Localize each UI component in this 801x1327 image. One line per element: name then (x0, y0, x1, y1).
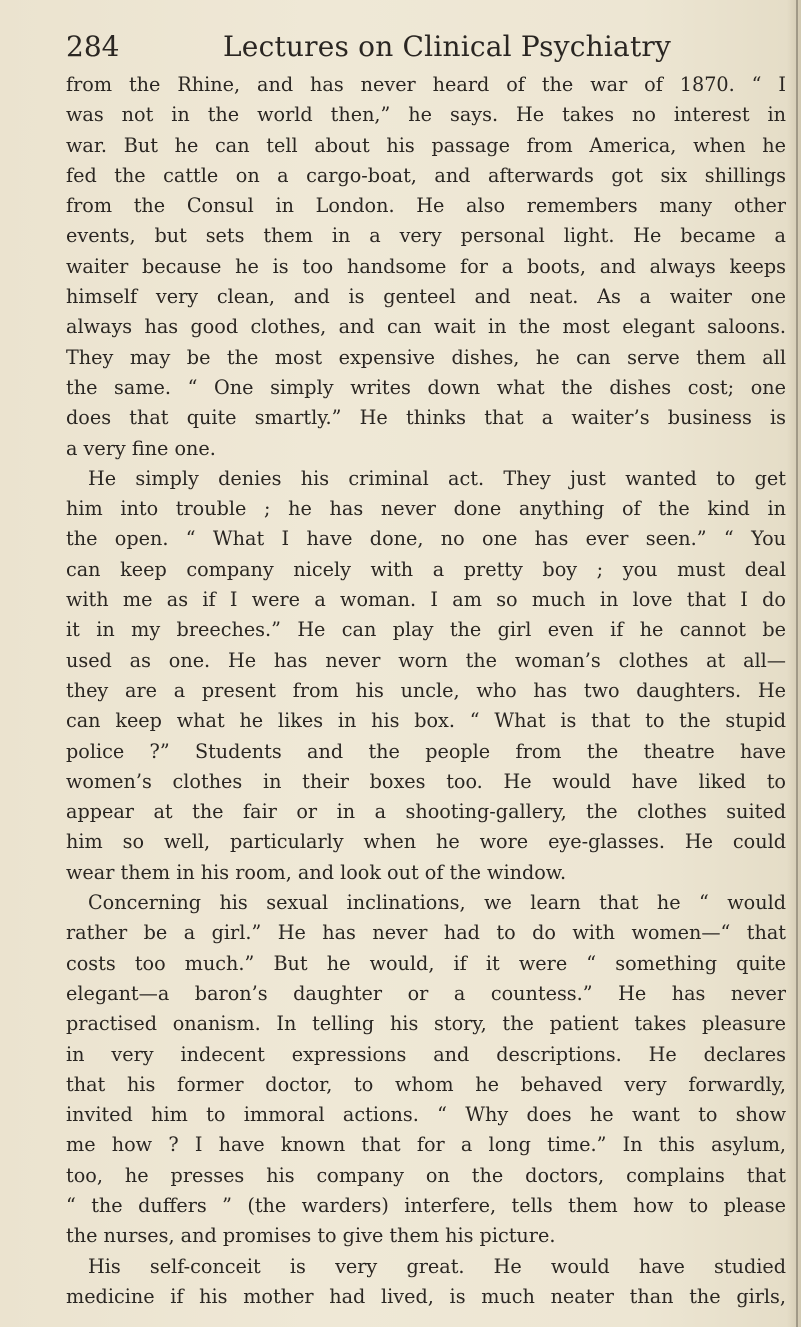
text-line: a very fine one. (66, 436, 216, 460)
running-head (66, 26, 746, 72)
text-line: invited him to immoral actions. “ Why does he want to show (66, 1103, 786, 1127)
page-edge-shadow (787, 0, 801, 1327)
text-line: him so well, particularly when he wore eye-glasses. He could (66, 830, 786, 854)
text-line: in very indecent expressions and descriptions. He declares (66, 1042, 786, 1066)
text-line: from the Consul in London. He also remembers many other (66, 194, 786, 218)
text-line: fed the cattle on a cargo-boat, and afterwards got six shillings (66, 163, 786, 187)
text-line: He simply denies his criminal act. They just wanted to get (88, 466, 786, 490)
text-line: practised onanism. In telling his story, the patient takes pleasure (66, 1012, 786, 1036)
text-line: used as one. He has never worn the woman’s clothes at all— (66, 648, 786, 672)
page-number: 284 (66, 30, 120, 63)
running-title: Lectures on Clinical Psychiatry (223, 30, 671, 63)
text-line: the open. “ What I have done, no one has ever seen.” “ You (66, 527, 786, 551)
text-line: Concerning his sexual inclinations, we learn that he “ would (88, 891, 786, 915)
text-line: with me as if I were a woman. I am so much in love that I do (66, 588, 786, 612)
text-line: does that quite smartly.” He thinks that a waiter’s business is (66, 406, 786, 430)
text-line: police ?” Students and the people from the theatre have (66, 739, 786, 763)
text-line: can keep company nicely with a pretty boy ; you must deal (66, 557, 786, 581)
text-line: the nurses, and promises to give them his picture. (66, 1224, 556, 1248)
text-line: events, but sets them in a very personal light. He became a (66, 224, 786, 248)
text-line: appear at the fair or in a shooting-gallery, the clothes suited (66, 800, 786, 824)
text-line: always has good clothes, and can wait in the most elegant saloons. (66, 315, 786, 339)
text-line: from the Rhine, and has never heard of the war of 1870. “ I (66, 73, 786, 96)
text-line: “ the duffers ” (the warders) interfere, tells them how to please (66, 1193, 786, 1217)
text-line: medicine if his mother had lived, is much neater than the girls, (66, 1284, 786, 1308)
text-line: women’s clothes in their boxes too. He would have liked to (66, 769, 786, 793)
text-line: the same. “ One simply writes down what the dishes cost; one (66, 375, 786, 399)
text-line: was not in the world then,” he says. He takes no interest in (66, 103, 786, 127)
text-line: waiter because he is too handsome for a boots, and always keeps (66, 254, 786, 278)
text-line: His self-conceit is very great. He would have studied (88, 1254, 786, 1278)
text-line: him into trouble ; he has never done anything of the kind in (66, 497, 786, 521)
text-line: me how ? I have known that for a long time.” In this asylum, (66, 1133, 786, 1157)
text-line: can keep what he likes in his box. “ What is that to the stupid (66, 709, 786, 733)
text-line: They may be the most expensive dishes, he can serve them all (66, 345, 786, 369)
text-line: himself very clean, and is genteel and neat. As a waiter one (66, 285, 786, 309)
page-edge-rule (796, 0, 798, 1327)
text-line: that his former doctor, to whom he behaved very forwardly, (66, 1072, 786, 1096)
text-line: war. But he can tell about his passage from America, when he (66, 133, 786, 157)
text-line: elegant—a baron’s daughter or a countess.” He has never (66, 981, 786, 1005)
text-line: they are a present from his uncle, who has two daughters. He (66, 678, 786, 702)
text-line: rather be a girl.” He has never had to do with women—“ that (66, 921, 786, 945)
text-line: wear them in his room, and look out of the window. (66, 860, 567, 884)
text-line: too, he presses his company on the doctors, complains that (66, 1163, 786, 1187)
text-line: costs too much.” But he would, if it were “ something quite (66, 951, 786, 975)
body-text (66, 70, 786, 1312)
text-line: it in my breeches.” He can play the girl even if he cannot be (66, 618, 786, 642)
